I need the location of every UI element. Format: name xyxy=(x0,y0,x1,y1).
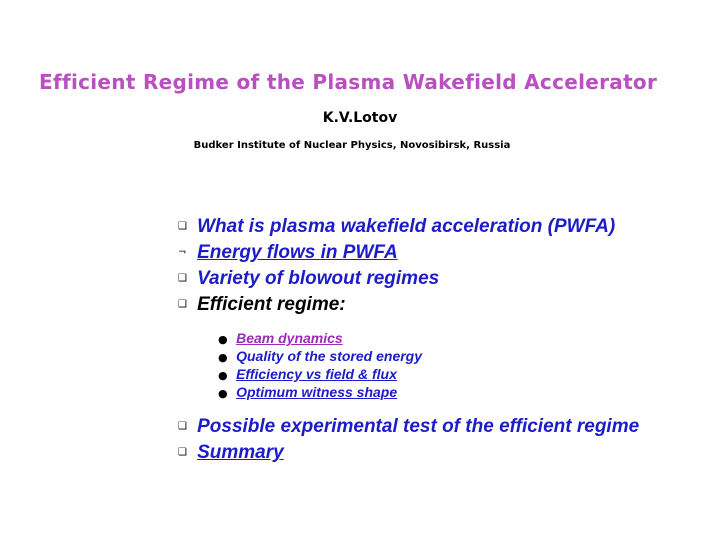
sub-outline-list xyxy=(218,329,422,401)
outline-list-continued xyxy=(178,414,639,466)
checkbox-bullet-icon: ❑ xyxy=(178,299,187,310)
outline-item-experimental-test: Possible experimental test of the efficient regime xyxy=(197,416,640,437)
arrow-bullet-icon: ¬ xyxy=(178,247,187,258)
bullet-dot-icon: ● xyxy=(218,351,228,364)
outline-item-efficient-regime: Efficient regime: xyxy=(197,294,346,315)
checkbox-bullet-icon: ❑ xyxy=(178,273,187,284)
outline-item-pwfa: What is plasma wakefield acceleration (PWFA) xyxy=(197,216,616,237)
checkbox-bullet-icon: ❑ xyxy=(178,221,187,232)
outline-item xyxy=(178,266,615,292)
bullet-dot-icon: ● xyxy=(218,369,228,382)
outline-item xyxy=(178,414,639,440)
sub-list-item[interactable] xyxy=(218,329,422,347)
checkbox-bullet-icon: ❑ xyxy=(178,447,187,458)
sub-link-efficiency[interactable]: Efficiency vs field & flux xyxy=(236,366,397,382)
outline-item-blowout-regimes: Variety of blowout regimes xyxy=(197,268,440,289)
outline-link-summary[interactable]: Summary xyxy=(197,442,284,463)
outline-item[interactable] xyxy=(178,440,639,466)
sub-list-item[interactable] xyxy=(218,365,422,383)
outline-item xyxy=(178,214,615,240)
outline-item[interactable] xyxy=(178,240,615,266)
author-affiliation: Budker Institute of Nuclear Physics, Novosibirsk, Russia xyxy=(193,140,511,151)
sub-list-item[interactable] xyxy=(218,383,422,401)
bullet-dot-icon: ● xyxy=(218,333,228,346)
slide-title: Efficient Regime of the Plasma Wakefield Accelerator xyxy=(39,70,658,94)
checkbox-bullet-icon: ❑ xyxy=(178,421,187,432)
sub-list-item xyxy=(218,347,422,365)
bullet-dot-icon: ● xyxy=(218,387,228,400)
sub-link-witness-shape[interactable]: Optimum witness shape xyxy=(236,384,398,400)
author-name: K.V.Lotov xyxy=(322,110,398,126)
outline-link-energy-flows[interactable]: Energy flows in PWFA xyxy=(197,242,398,263)
outline-item xyxy=(178,292,615,318)
outline-list xyxy=(178,214,615,318)
sub-item-stored-energy: Quality of the stored energy xyxy=(236,348,423,364)
sub-link-beam-dynamics[interactable]: Beam dynamics xyxy=(236,330,343,346)
